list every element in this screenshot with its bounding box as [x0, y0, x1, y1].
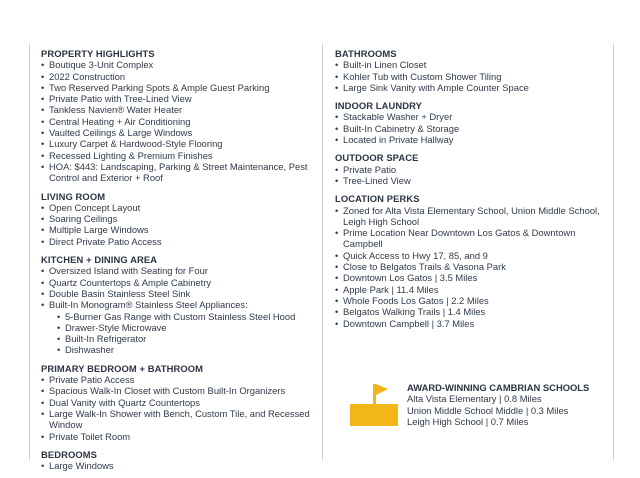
- bullet-list: [335, 59, 607, 93]
- award-title: AWARD-WINNING CAMBRIAN SCHOOLS: [407, 382, 590, 393]
- sub-list-item: • Built-In Refrigerator: [57, 333, 313, 344]
- list-item: [41, 460, 313, 471]
- list-item-text: Built-In Cabinetry & Storage: [343, 122, 460, 134]
- section: [41, 449, 313, 472]
- list-item-text: Spacious Walk-In Closet with Custom Built-In Organizers: [49, 385, 286, 397]
- sub-list-item: • Dishwasher: [57, 344, 313, 355]
- list-item-text: Dual Vanity with Quartz Countertops: [49, 396, 200, 408]
- list-item-text: Built-in Linen Closet: [343, 59, 427, 71]
- section-title: INDOOR LAUNDRY: [335, 100, 422, 112]
- list-item: [41, 150, 313, 161]
- list-item-text: Downtown Los Gatos | 3.5 Miles: [343, 272, 478, 284]
- section-title: PRIMARY BEDROOM + BATHROOM: [41, 362, 204, 374]
- section-title: KITCHEN + DINING AREA: [41, 254, 158, 266]
- bullet-list: [41, 374, 313, 442]
- list-item: [41, 213, 313, 224]
- list-item: [335, 71, 607, 82]
- bullet-list: [41, 202, 313, 247]
- list-item-text: Tankless Navien® Water Heater: [49, 104, 183, 116]
- section: [335, 193, 607, 329]
- list-item: [335, 284, 607, 295]
- bullet-list: [41, 460, 313, 471]
- school-flag-icon: [348, 382, 400, 426]
- section: [41, 191, 313, 247]
- list-item-text: Belgatos Walking Trails | 1.4 Miles: [343, 306, 486, 318]
- list-item: [335, 134, 607, 145]
- award-text: [407, 382, 589, 427]
- list-item-text: Recessed Lighting & Premium Finishes: [49, 149, 213, 161]
- bullet-list: [41, 265, 313, 355]
- bullet-list: [335, 164, 607, 187]
- list-item: [335, 82, 607, 93]
- section-title: BEDROOMS: [41, 448, 98, 460]
- list-item: [41, 299, 313, 355]
- list-item: [41, 104, 313, 115]
- list-item: [41, 236, 313, 247]
- list-item: [335, 227, 607, 250]
- list-item: [41, 82, 313, 93]
- list-item-text: Prime Location Near Downtown Los Gatos & Downtown Campbell: [343, 227, 576, 250]
- sub-list: [57, 311, 313, 356]
- left-column: [41, 48, 313, 478]
- list-item: [335, 123, 607, 134]
- list-item-text: Kohler Tub with Custom Shower Tiling: [343, 70, 502, 82]
- list-item-text: Open Concept Layout: [49, 201, 141, 213]
- list-item-text: Luxury Carpet & Hardwood-Style Flooring: [49, 138, 223, 150]
- list-item: [41, 277, 313, 288]
- sub-list-item: • 5-Burner Gas Range with Custom Stainless Steel Hood: [57, 311, 313, 322]
- list-item: [335, 250, 607, 261]
- list-item: [335, 205, 607, 228]
- section-title: LOCATION PERKS: [335, 193, 420, 205]
- list-item: [335, 318, 607, 329]
- list-item: [41, 161, 313, 184]
- sub-list-item: • Drawer-Style Microwave: [57, 322, 313, 333]
- award-line: Leigh High School | 0.7 Miles: [407, 415, 529, 427]
- section: [41, 363, 313, 442]
- list-item-text: Stackable Washer + Dryer: [343, 111, 453, 123]
- list-item: [335, 272, 607, 283]
- right-column: [335, 48, 607, 336]
- list-item: [41, 127, 313, 138]
- list-item: [41, 71, 313, 82]
- list-item: [41, 397, 313, 408]
- list-item-text: Boutique 3-Unit Complex: [49, 59, 154, 71]
- section-title: BATHROOMS: [335, 48, 397, 59]
- list-item-text: Private Toilet Room: [49, 430, 131, 442]
- bullet-list: [41, 59, 313, 183]
- list-item-text: Two Reserved Parking Spots & Ample Guest Parking: [49, 81, 270, 93]
- list-item-text: Downtown Campbell | 3.7 Miles: [343, 317, 475, 329]
- list-item: [41, 138, 313, 149]
- left-column-border: [29, 44, 30, 460]
- section-title: LIVING ROOM: [41, 190, 106, 202]
- section: [335, 152, 607, 186]
- list-item: [41, 116, 313, 127]
- list-item: [41, 202, 313, 213]
- list-item: [335, 175, 607, 186]
- award-line: Alta Vista Elementary | 0.8 Miles: [407, 393, 542, 405]
- list-item: [335, 59, 607, 70]
- list-item-text: Large Sink Vanity with Ample Counter Space: [343, 81, 529, 93]
- column-divider: [322, 44, 323, 460]
- list-item-text: Large Walk-In Shower with Bench, Custom Tile, and Recessed Window: [49, 407, 310, 431]
- section: [335, 100, 607, 145]
- list-item-text: Zoned for Alta Vista Elementary School, Union Middle School, Leigh High School: [343, 204, 600, 227]
- list-item-text: Tree-Lined View: [343, 174, 411, 186]
- bullet-list: [335, 111, 607, 145]
- list-item: [41, 93, 313, 104]
- list-item-text: Private Patio with Tree-Lined View: [49, 93, 192, 105]
- section: [41, 48, 313, 184]
- list-item: [335, 306, 607, 317]
- list-item: [41, 431, 313, 442]
- section: [335, 48, 607, 93]
- list-item-text: Large Windows: [49, 460, 114, 472]
- list-item-text: Central Heating + Air Conditioning: [49, 115, 191, 127]
- list-item: [335, 164, 607, 175]
- list-item-text: Private Patio Access: [49, 374, 135, 386]
- list-item: [41, 224, 313, 235]
- list-item: [335, 111, 607, 122]
- list-item-text: Direct Private Patio Access: [49, 235, 162, 247]
- list-item: [335, 261, 607, 272]
- section-title: PROPERTY HIGHLIGHTS: [41, 48, 155, 59]
- list-item-text: Located in Private Hallway: [343, 134, 454, 146]
- section-title: OUTDOOR SPACE: [335, 152, 419, 164]
- list-item: [335, 295, 607, 306]
- list-item: [41, 265, 313, 276]
- list-item: [41, 385, 313, 396]
- list-item: [41, 374, 313, 385]
- award-line: Union Middle School Middle | 0.3 Miles: [407, 404, 569, 416]
- list-item-text: Oversized Island with Seating for Four: [49, 265, 208, 277]
- list-item-text: Quick Access to Hwy 17, 85, and 9: [343, 249, 488, 261]
- list-item-text: Double Basin Stainless Steel Sink: [49, 287, 191, 299]
- list-item: [41, 408, 313, 431]
- list-item-text: 2022 Construction: [49, 70, 126, 82]
- bullet-list: [335, 205, 607, 329]
- list-item-text: Close to Belgatos Trails & Vasona Park: [343, 261, 506, 273]
- list-item-text: Vaulted Ceilings & Large Windows: [49, 127, 193, 139]
- list-item-text: Private Patio: [343, 163, 397, 175]
- list-item: [41, 59, 313, 70]
- list-item-text: Multiple Large Windows: [49, 224, 149, 236]
- list-item: [41, 288, 313, 299]
- list-item-text: Quartz Countertops & Ample Cabinetry: [49, 276, 212, 288]
- list-item-text: HOA: $443: Landscaping, Parking & Street Maintenance, Pest Control and Exterior + Roof: [49, 160, 308, 184]
- award-schools-block: [348, 380, 618, 430]
- list-item-text: Built-In Monogram® Stainless Steel Appliances:: [49, 299, 248, 311]
- list-item-text: Apple Park | 11.4 Miles: [343, 283, 439, 295]
- list-item-text: Soaring Ceilings: [49, 213, 118, 225]
- section: [41, 254, 313, 356]
- list-item-text: Whole Foods Los Gatos | 2.2 Miles: [343, 294, 489, 306]
